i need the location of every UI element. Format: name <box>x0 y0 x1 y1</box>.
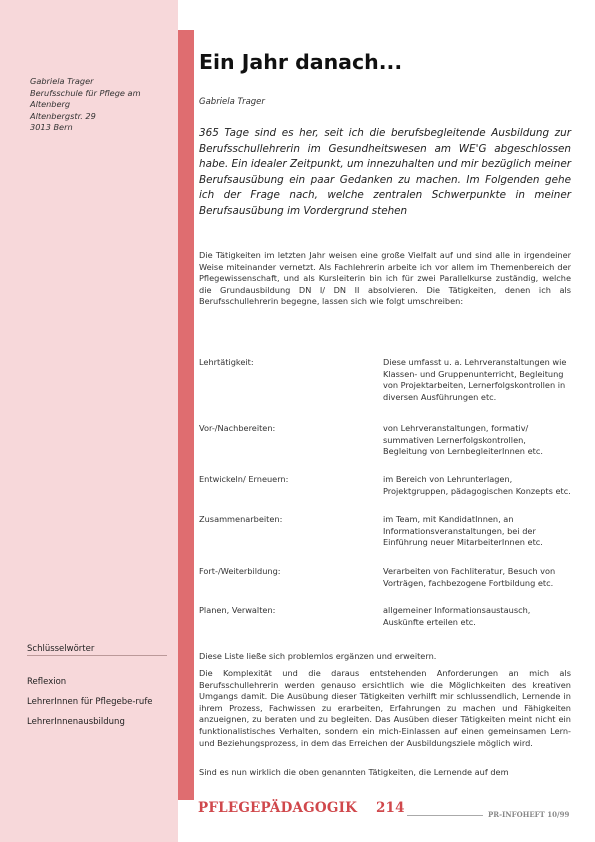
accent-bar <box>178 30 194 800</box>
body-paragraph: Sind es nun wirklich die oben genannten Tätigkeiten, die Lernende auf dem <box>199 767 509 777</box>
magazine-footer <box>198 800 405 816</box>
author-line: Gabriela Trager <box>30 76 94 86</box>
activity-label: Zusammenarbeiten: <box>199 514 283 524</box>
page-number: 214 <box>375 800 405 816</box>
body-paragraph: Die Tätigkeiten im letzten Jahr weisen eine große Vielfalt auf und sind alle in irgendeiner Weise miteinander vernetzt. Als Fachlehrerin arbeite ich vor allem im Themenbereich der Pflegewissenschaft, und als Kursleiterin bin ich für zwei Parallelkurse zuständig, welche die Grundausbildung DN I/ DN II absolvieren. Die Tätigkeiten, denen ich als Berufsschullehrerin begegne, lassen sich wie folgt umschreiben: <box>199 250 571 307</box>
keyword-item: LehrerInnenausbildung <box>27 717 125 727</box>
author-address <box>30 76 170 134</box>
activity-label: Lehrtätigkeit: <box>199 357 254 367</box>
article-byline: Gabriela Trager <box>199 97 265 107</box>
article-title: Ein Jahr danach... <box>199 50 403 74</box>
body-paragraph: Die Komplexität und die daraus entstehenden Anforderungen an mich als Berufsschullehrerin werden genauso ersichtlich wie die Möglichkeiten des kreativen Umgangs damit. Die Ausübung dieser Tätigkeiten verhilft mir schlussendlich, Lernende in ihrem Prozess, Fachwissen zu erarbeiten, Erfahrungen zu machen und Fähigkeiten anzueignen, zu beraten und zu begleiten. Das Ausüben dieser Tätigkeiten meint nicht ein funktionalistisches Verhalten, sondern ein mich-Einlassen auf einen gemeinsamen Lern- und Beziehungsprozess, in dem das Erreichen der Ausbildungsziele möglich wird. <box>199 668 571 748</box>
activity-description: im Bereich von Lehrunterlagen, Projektgruppen, pädagogischen Konzepts etc. <box>383 474 571 496</box>
activity-label: Planen, Verwalten: <box>199 605 276 615</box>
activity-label: Vor-/Nachbereiten: <box>199 423 276 433</box>
author-line: Altenbergstr. 29 <box>30 110 96 121</box>
activity-description: Verarbeiten von Fachliteratur, Besuch von Vorträgen, fachbezogene Fortbildung etc. <box>383 566 556 588</box>
activity-label: Fort-/Weiterbildung: <box>199 566 281 576</box>
keyword-item: Reflexion <box>27 677 67 687</box>
issue-label: PR-INFOHEFT 10/99 <box>488 810 570 819</box>
author-line: Berufsschule für Pflege am <box>30 87 141 98</box>
activity-label: Entwickeln/ Erneuern: <box>199 474 289 484</box>
keywords-divider <box>27 655 167 656</box>
keywords-list <box>27 677 167 737</box>
author-line: Altenberg <box>30 99 71 110</box>
keywords-title: Schlüsselwörter <box>27 644 95 654</box>
body-paragraph: Diese Liste ließe sich problemlos ergänzen und erweitern. <box>199 651 437 661</box>
article-lead: 365 Tage sind es her, seit ich die berufsbegleitende Ausbildung zur Berufsschullehrerin im Gesundheitswesen am WE'G abgeschlossen habe. Ein idealer Zeitpunkt, um innezuhalten und mir bezüglich meiner Berufsausübung ein paar Gedanken zu machen. Im Folgenden gehe ich der Frage nach, welche zentralen Schwerpunkte in meiner Berufsausübung im Vordergrund stehen <box>199 127 571 217</box>
activity-description: Diese umfasst u. a. Lehrveranstaltungen wie Klassen- und Gruppenunterricht, Begleitung von Projektarbeiten, Lernerfolgskontrollen in diversen Ausführungen etc. <box>383 357 567 402</box>
activity-description: von Lehrveranstaltungen, formativ/ summativen Lernerfolgskontrollen, Begleitung von LernbegleiterInnen etc. <box>383 423 543 457</box>
footer-divider <box>407 815 483 816</box>
activity-description: im Team, mit KandidatInnen, an Informationsveranstaltungen, bei der Einführung neuer MitarbeiterInnen etc. <box>383 514 543 548</box>
author-line: 3013 Bern <box>30 122 73 133</box>
keyword-item: LehrerInnen für Pflegebe-rufe <box>27 697 153 707</box>
magazine-name: PFLEGEPÄDAGOGIK <box>198 800 358 816</box>
activity-description: allgemeiner Informationsaustausch, Auskünfte erteilen etc. <box>383 605 531 627</box>
